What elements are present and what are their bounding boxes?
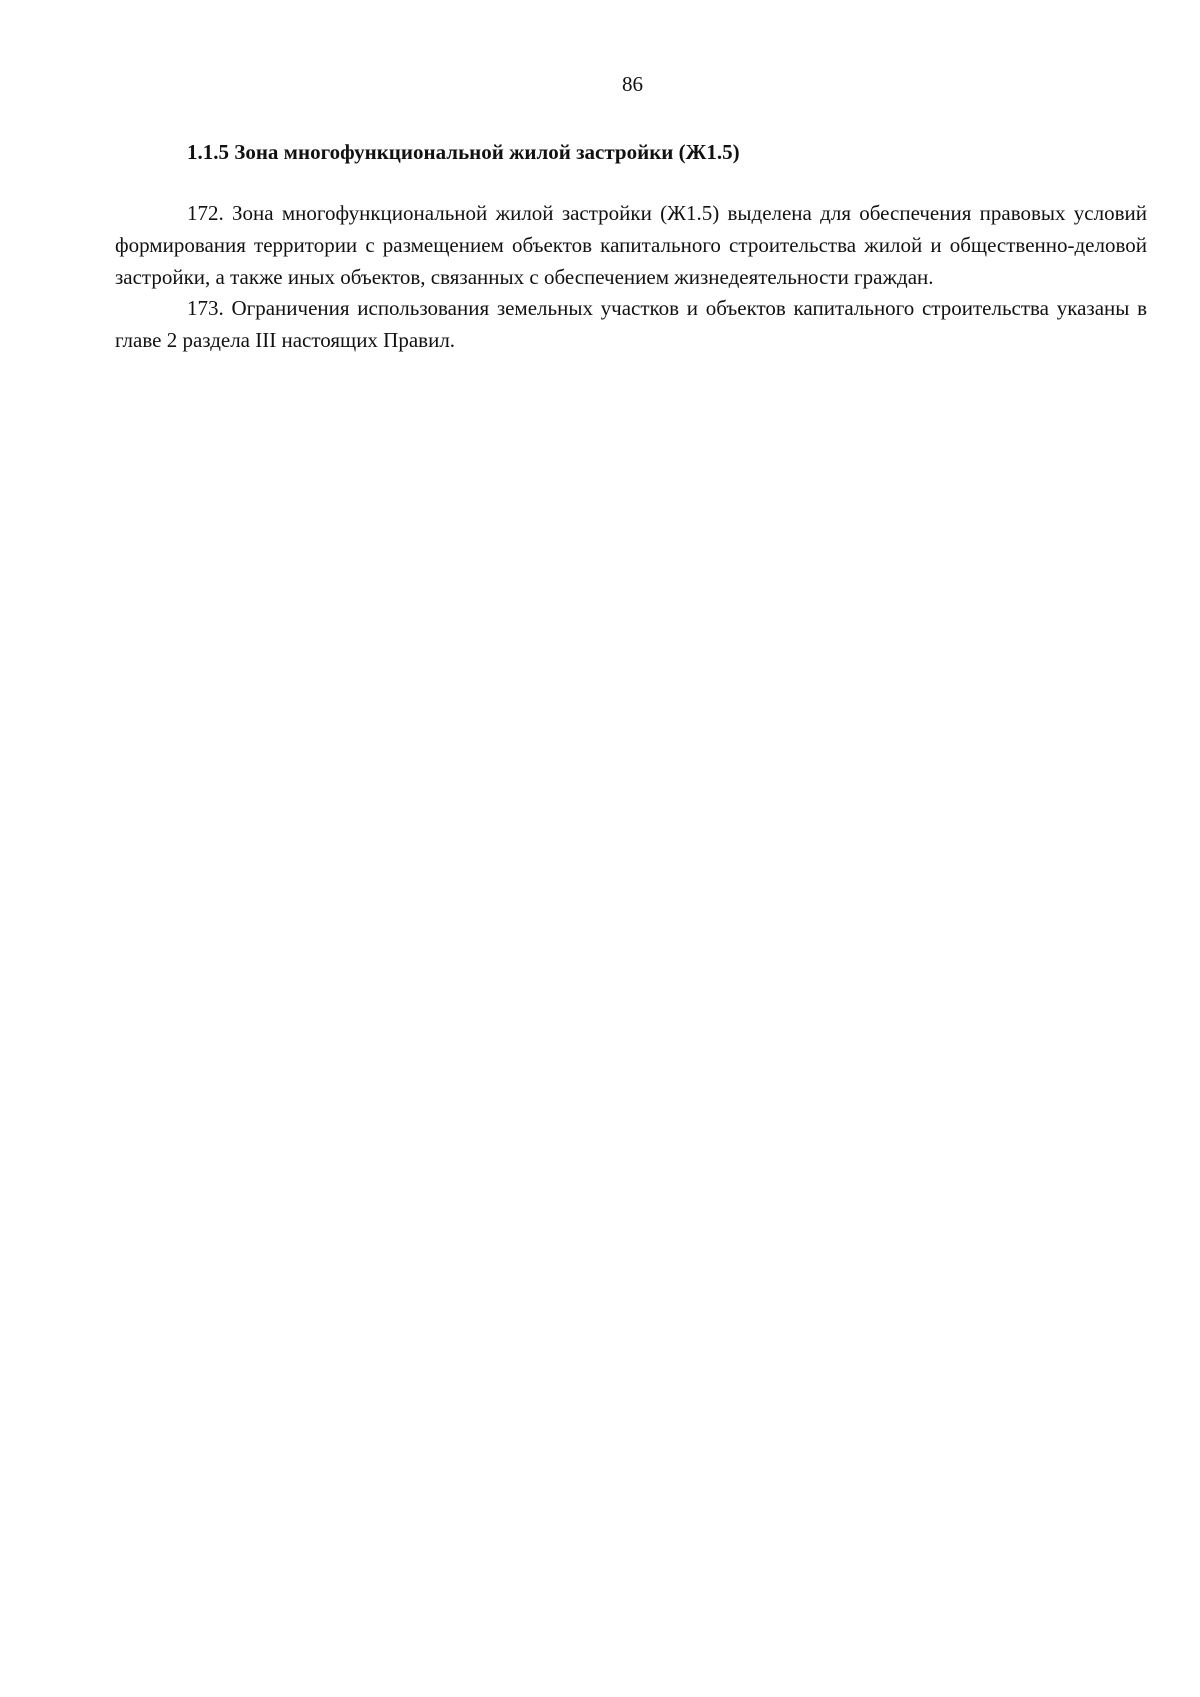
section-heading: 1.1.5 Зона многофункциональной жилой застройки (Ж1.5) — [187, 140, 740, 164]
paragraph-172: 172. Зона многофункциональной жилой застройки (Ж1.5) выделена для обеспечения правовых условий формирования территории с размещением объектов капитального строительства жилой и общественно-деловой застройки, а также иных объектов, связанных с обеспечением жизнедеятельности граждан. — [115, 201, 1147, 289]
body-text — [115, 198, 1147, 357]
page-number: 86 — [622, 72, 643, 96]
paragraph-173: 173. Ограничения использования земельных участков и объектов капитального строительства указаны в главе 2 раздела III настоящих Правил. — [115, 296, 1147, 353]
